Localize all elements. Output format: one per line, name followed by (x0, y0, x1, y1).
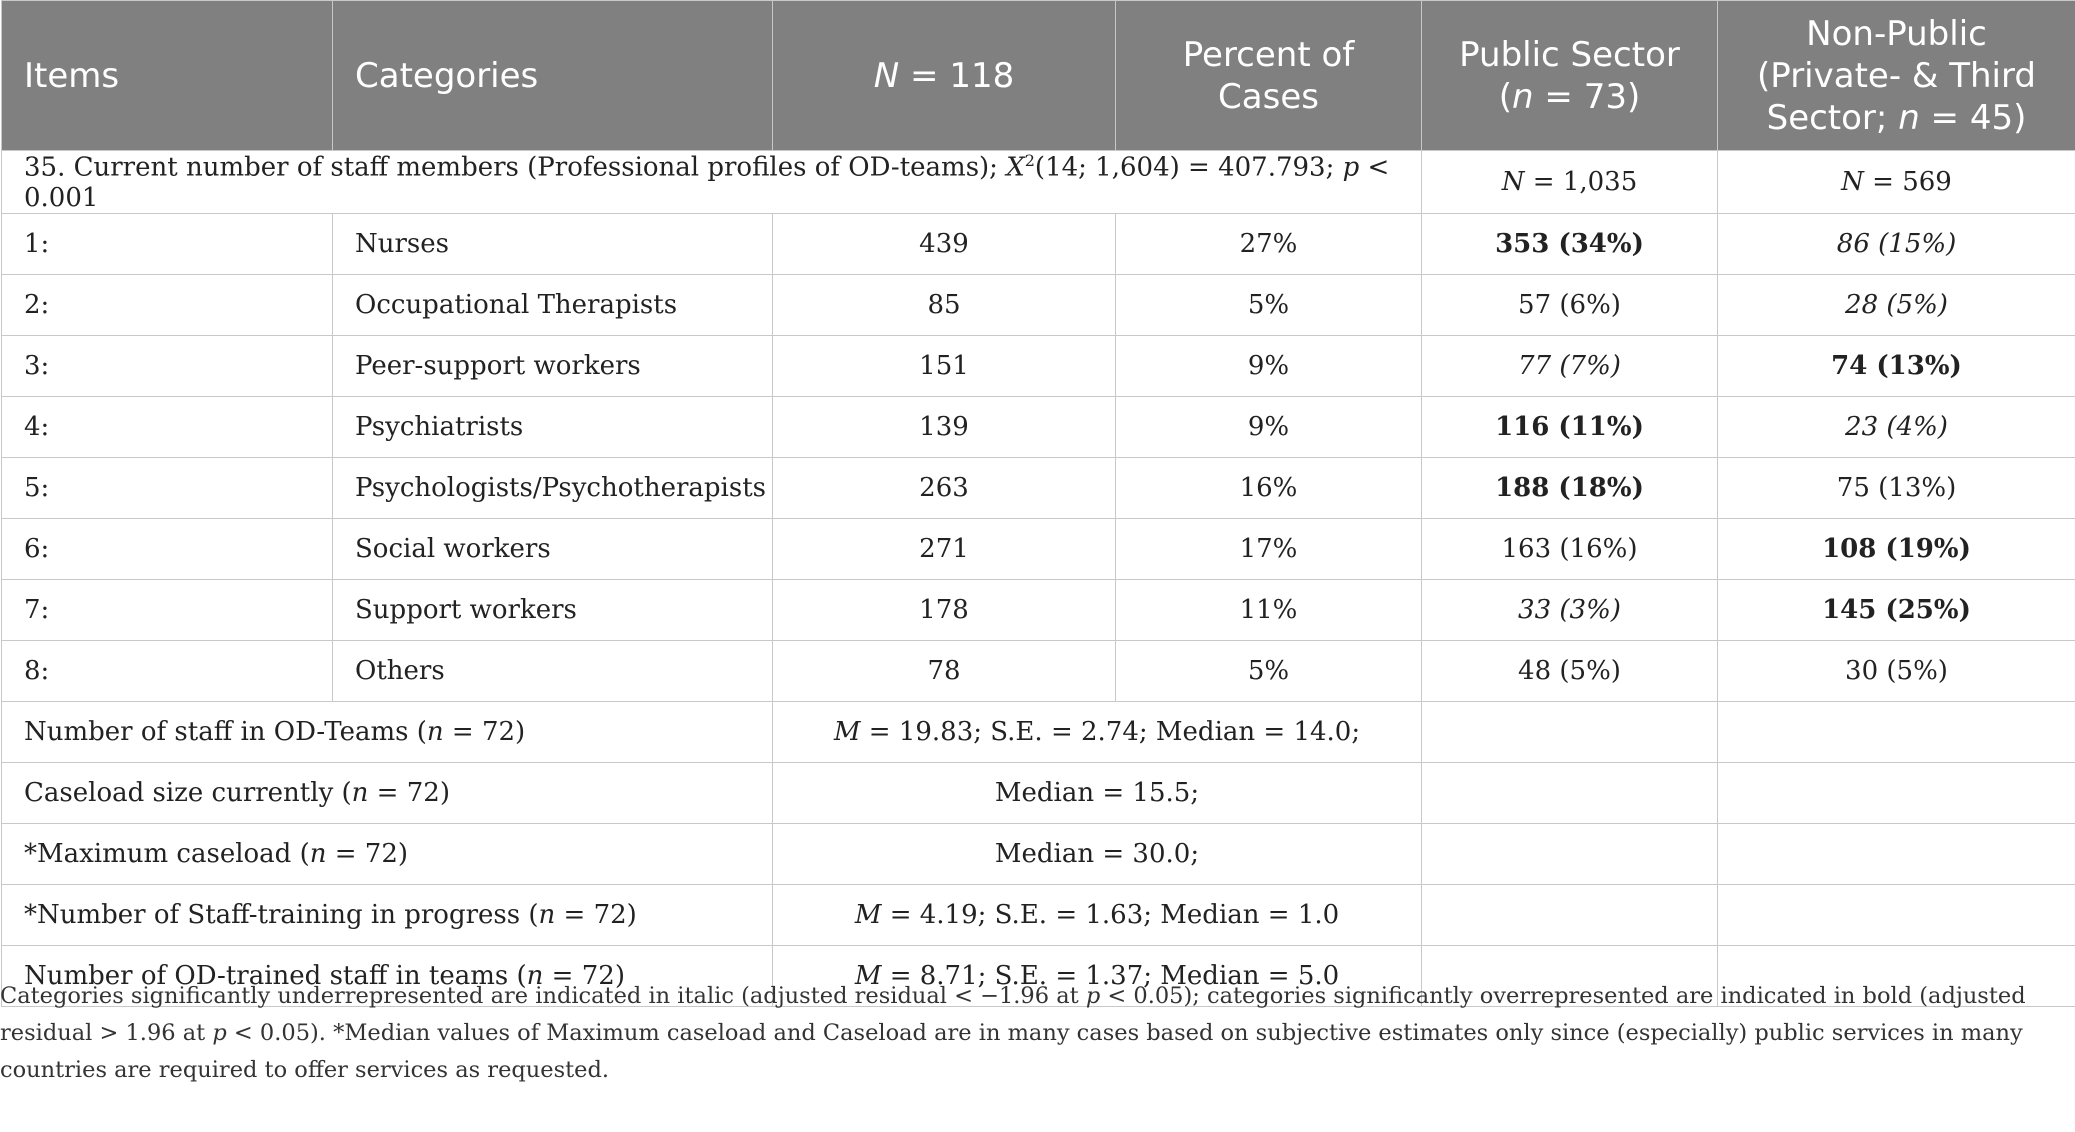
empty-public-cell (1422, 884, 1718, 945)
stat-label-text: Caseload size currently ( (24, 777, 352, 808)
stat-value-text: = 19.83; S.E. = 2.74; Median = 14.0; (860, 716, 1361, 747)
section-text-b: (14; 1,604) = 407.793; (1034, 152, 1343, 183)
footnote-p2: p (212, 1020, 227, 1046)
stat-label-n: n (426, 716, 444, 747)
table-footnote (0, 978, 2060, 1089)
stat-label-text: Number of OD-trained staff in teams ( (24, 960, 527, 991)
public-sector-value: 57 (6%) (1422, 274, 1718, 335)
public-sector-value: 48 (5%) (1422, 640, 1718, 701)
section-nonpublic-n (1718, 151, 2075, 214)
section-text-c: < 0.001 (24, 152, 1390, 213)
header-nonpublic-n-value: = 45) (1919, 97, 2027, 138)
header-percent-line2: Cases (1218, 76, 1319, 117)
stat-value-text: Median = 30.0; (994, 838, 1200, 869)
percent-of-cases: 17% (1116, 518, 1422, 579)
non-public-value: 75 (13%) (1718, 457, 2075, 518)
stat-label-count: = 72) (555, 899, 637, 930)
empty-public-cell (1422, 701, 1718, 762)
section-title (2, 151, 1422, 214)
total-count: 78 (773, 640, 1116, 701)
empty-nonpublic-cell (1718, 701, 2075, 762)
section-row (2, 151, 2075, 214)
table-row (2, 640, 2075, 701)
non-public-value: 108 (19%) (1718, 518, 2075, 579)
header-public-paren: ( (1498, 76, 1513, 117)
total-count: 178 (773, 579, 1116, 640)
header-nonpublic-line3: Sector; (1766, 97, 1899, 138)
header-non-public (1718, 1, 2075, 151)
section-text-a: 35. Current number of staff members (Professional profiles of OD-teams); (24, 152, 1007, 183)
total-count: 139 (773, 396, 1116, 457)
header-nonpublic-line1: Non-Public (1806, 13, 1987, 54)
public-n-value: = 1,035 (1524, 166, 1638, 197)
empty-nonpublic-cell (1718, 823, 2075, 884)
percent-of-cases: 9% (1116, 335, 1422, 396)
public-sector-value: 353 (34%) (1422, 213, 1718, 274)
non-public-value: 28 (5%) (1718, 274, 2075, 335)
empty-nonpublic-cell (1718, 762, 2075, 823)
total-count: 439 (773, 213, 1116, 274)
category-name: Others (333, 640, 773, 701)
stat-m-symbol: M (833, 716, 861, 747)
category-name: Psychiatrists (333, 396, 773, 457)
public-sector-value: 163 (16%) (1422, 518, 1718, 579)
empty-public-cell (1422, 762, 1718, 823)
item-number: 8: (2, 640, 333, 701)
nonpublic-n-symbol: N (1841, 166, 1864, 197)
table-row (2, 274, 2075, 335)
stat-label-text: *Number of Staff-training in progress ( (24, 899, 539, 930)
stat-value (773, 823, 1422, 884)
stats-row (2, 762, 2075, 823)
public-sector-value: 33 (3%) (1422, 579, 1718, 640)
public-sector-value: 77 (7%) (1422, 335, 1718, 396)
category-name: Nurses (333, 213, 773, 274)
header-percent-line1: Percent of (1182, 34, 1355, 75)
item-number: 1: (2, 213, 333, 274)
item-number: 7: (2, 579, 333, 640)
percent-of-cases: 27% (1116, 213, 1422, 274)
header-nonpublic-n-symbol: n (1898, 97, 1920, 138)
staff-profile-table (1, 0, 2075, 1007)
stat-value-text: = 4.19; S.E. = 1.63; Median = 1.0 (881, 899, 1340, 930)
percent-of-cases: 5% (1116, 640, 1422, 701)
stat-m-symbol: M (854, 899, 882, 930)
stat-value (773, 884, 1422, 945)
stat-label-n: n (309, 838, 327, 869)
public-sector-value: 188 (18%) (1422, 457, 1718, 518)
percent-of-cases: 5% (1116, 274, 1422, 335)
p-symbol: p (1342, 152, 1360, 183)
stat-value-text: Median = 15.5; (994, 777, 1200, 808)
header-public-n-symbol: n (1512, 76, 1534, 117)
stat-label (2, 701, 773, 762)
stat-label (2, 762, 773, 823)
stat-value (773, 762, 1422, 823)
header-public-sector (1422, 1, 1718, 151)
empty-nonpublic-cell (1718, 884, 2075, 945)
header-percent (1116, 1, 1422, 151)
non-public-value: 23 (4%) (1718, 396, 2075, 457)
stat-label-text: *Maximum caseload ( (24, 838, 310, 869)
stat-m-symbol: M (854, 960, 882, 991)
stat-label-text: Number of staff in OD-Teams ( (24, 716, 427, 747)
chi-superscript: 2 (1024, 151, 1035, 170)
stats-row (2, 823, 2075, 884)
footnote-part-b: < 0.05); categories significantly overrepresented are indicated in bold (adjusted residual > 1.96 at (0, 983, 2026, 1046)
non-public-value: 30 (5%) (1718, 640, 2075, 701)
total-count: 151 (773, 335, 1116, 396)
empty-public-cell (1422, 823, 1718, 884)
stat-label-count: = 72) (443, 716, 526, 747)
section-public-n (1422, 151, 1718, 214)
stats-row (2, 884, 2075, 945)
percent-of-cases: 9% (1116, 396, 1422, 457)
stat-label-n: n (538, 899, 556, 930)
stat-label (2, 823, 773, 884)
stats-row (2, 701, 2075, 762)
item-number: 6: (2, 518, 333, 579)
stat-value (773, 701, 1422, 762)
category-name: Social workers (333, 518, 773, 579)
stat-label-n: n (526, 960, 544, 991)
stat-value-text: = 8.71; S.E. = 1.37; Median = 5.0 (881, 960, 1340, 991)
table-row (2, 213, 2075, 274)
non-public-value: 145 (25%) (1718, 579, 2075, 640)
item-number: 5: (2, 457, 333, 518)
table-row (2, 518, 2075, 579)
category-name: Psychologists/Psychotherapists (333, 457, 773, 518)
category-name: Support workers (333, 579, 773, 640)
header-n-value: = 118 (899, 55, 1015, 96)
stat-label-count: = 72) (326, 838, 409, 869)
category-name: Occupational Therapists (333, 274, 773, 335)
non-public-value: 74 (13%) (1718, 335, 2075, 396)
header-categories: Categories (333, 1, 773, 151)
table-row (2, 457, 2075, 518)
category-name: Peer-support workers (333, 335, 773, 396)
public-sector-value: 116 (11%) (1422, 396, 1718, 457)
chi-symbol: X (1006, 152, 1025, 183)
footnote-part-c: < 0.05). *Median values of Maximum caseload and Caseload are in many cases based on subjective estimates only since (especially) public services in many countries are required to offer services as requested. (0, 1020, 2023, 1083)
stat-label-count: = 72) (543, 960, 625, 991)
header-items: Items (2, 1, 333, 151)
stat-label (2, 884, 773, 945)
header-n-total (773, 1, 1116, 151)
table-row (2, 396, 2075, 457)
header-public-n-value: = 73) (1533, 76, 1641, 117)
item-number: 2: (2, 274, 333, 335)
item-number: 3: (2, 335, 333, 396)
header-public-line1: Public Sector (1459, 34, 1680, 75)
total-count: 85 (773, 274, 1116, 335)
stat-label-n: n (351, 777, 369, 808)
total-count: 263 (773, 457, 1116, 518)
item-number: 4: (2, 396, 333, 457)
footnote-part-a: Categories significantly underrepresented are indicated in italic (adjusted residual < −1.96 at (0, 983, 1086, 1009)
nonpublic-n-value: = 569 (1863, 166, 1952, 197)
percent-of-cases: 11% (1116, 579, 1422, 640)
table-row (2, 579, 2075, 640)
stat-label-count: = 72) (368, 777, 450, 808)
total-count: 271 (773, 518, 1116, 579)
non-public-value: 86 (15%) (1718, 213, 2075, 274)
header-nonpublic-line2: (Private- & Third (1757, 55, 2036, 96)
public-n-symbol: N (1501, 166, 1525, 197)
table-row (2, 335, 2075, 396)
header-n-symbol: N (873, 55, 900, 96)
footnote-p1: p (1085, 983, 1101, 1009)
header-row (2, 1, 2075, 151)
percent-of-cases: 16% (1116, 457, 1422, 518)
